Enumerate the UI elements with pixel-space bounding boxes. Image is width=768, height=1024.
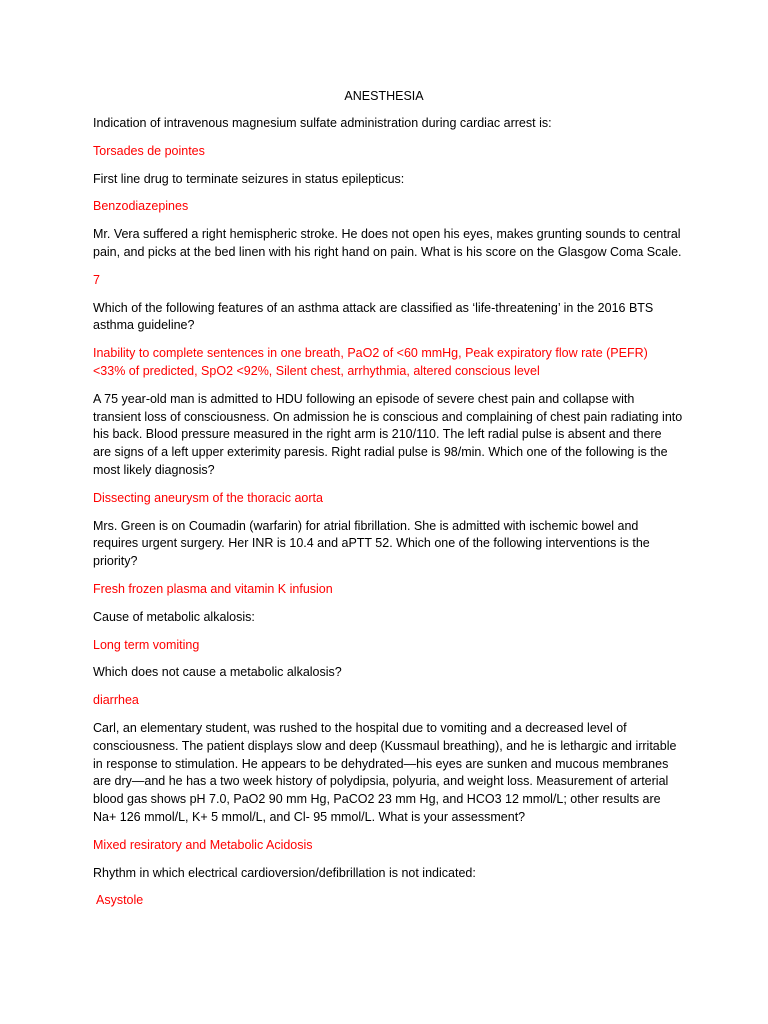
question-text: Cause of metabolic alkalosis: bbox=[93, 609, 255, 624]
question-text: Carl, an elementary student, was rushed to the hospital due to vomiting and a decreased level of consciousness. The patient displays slow and deep (Kussmaul breathing), and he is lethargic and irritable in response to stimulation. He appears to be dehydrated—his eyes are sunken and mucous membranes are dry—and he has a two week history of polydipsia, polyuria, and weight loss. Measurement of arterial blood gas shows pH 7.0, PaO2 90 mm Hg, PaCO2 23 mm Hg, and HCO3 12 mmol/L; other results are Na+ 126 mmol/L, K+ 5 mmol/L, and Cl- 95 mmol/L. What is your assessment? bbox=[93, 720, 677, 824]
answer-text: Mixed resiratory and Metabolic Acidosis bbox=[93, 837, 313, 852]
answer-text: Torsades de pointes bbox=[93, 143, 205, 158]
question-text: Mrs. Green is on Coumadin (warfarin) for atrial fibrillation. She is admitted with ischemic bowel and requires urgent surgery. Her INR is 10.4 and aPTT 52. Which one of the following interventions is the priority? bbox=[93, 518, 650, 569]
question-text: First line drug to terminate seizures in status epilepticus: bbox=[93, 171, 405, 186]
question-text: Which of the following features of an asthma attack are classified as ‘life-threatening’ in the 2016 BTS asthma guideline? bbox=[93, 300, 654, 333]
answer-text: Asystole bbox=[96, 893, 144, 908]
question-text: Rhythm in which electrical cardioversion/defibrillation is not indicated: bbox=[93, 865, 476, 880]
answer-text: diarrhea bbox=[93, 693, 139, 708]
answer-text: Long term vomiting bbox=[93, 637, 200, 652]
answer-text: Benzodiazepines bbox=[93, 199, 189, 214]
question-text: Which does not cause a metabolic alkalosis? bbox=[93, 665, 342, 680]
question-text: Mr. Vera suffered a right hemispheric stroke. He does not open his eyes, makes grunting sounds to central pain, and picks at the bed linen with his right hand on pain. What is his score on the Glasgow Coma Scale. bbox=[93, 227, 682, 259]
question-text: A 75 year-old man is admitted to HDU following an episode of severe chest pain and collapse with transient loss of consciousness. On admission he is conscious and complaining of chest pain radiating into his back. Blood pressure measured in the right arm is 210/110. The left radial pulse is absent and there are signs of a left upper exterimity paresis. Right radial pulse is 98/min. Which one of the following is the most likely diagnosis? bbox=[93, 391, 683, 477]
answer-text: Fresh frozen plasma and vitamin K infusion bbox=[93, 581, 333, 596]
question-text: Indication of intravenous magnesium sulfate administration during cardiac arrest is: bbox=[93, 116, 552, 130]
answer-text: Inability to complete sentences in one breath, PaO2 of <60 mmHg, Peak expiratory flow rate (PEFR) <33% of predicted, SpO2 <92%, Silent chest, arrhythmia, altered conscious level bbox=[93, 346, 648, 378]
answer-text: Dissecting aneurysm of the thoracic aorta bbox=[93, 490, 323, 505]
answer-text: 7 bbox=[93, 272, 100, 287]
document-title: ANESTHESIA bbox=[344, 89, 424, 103]
qa-list bbox=[93, 115, 683, 920]
